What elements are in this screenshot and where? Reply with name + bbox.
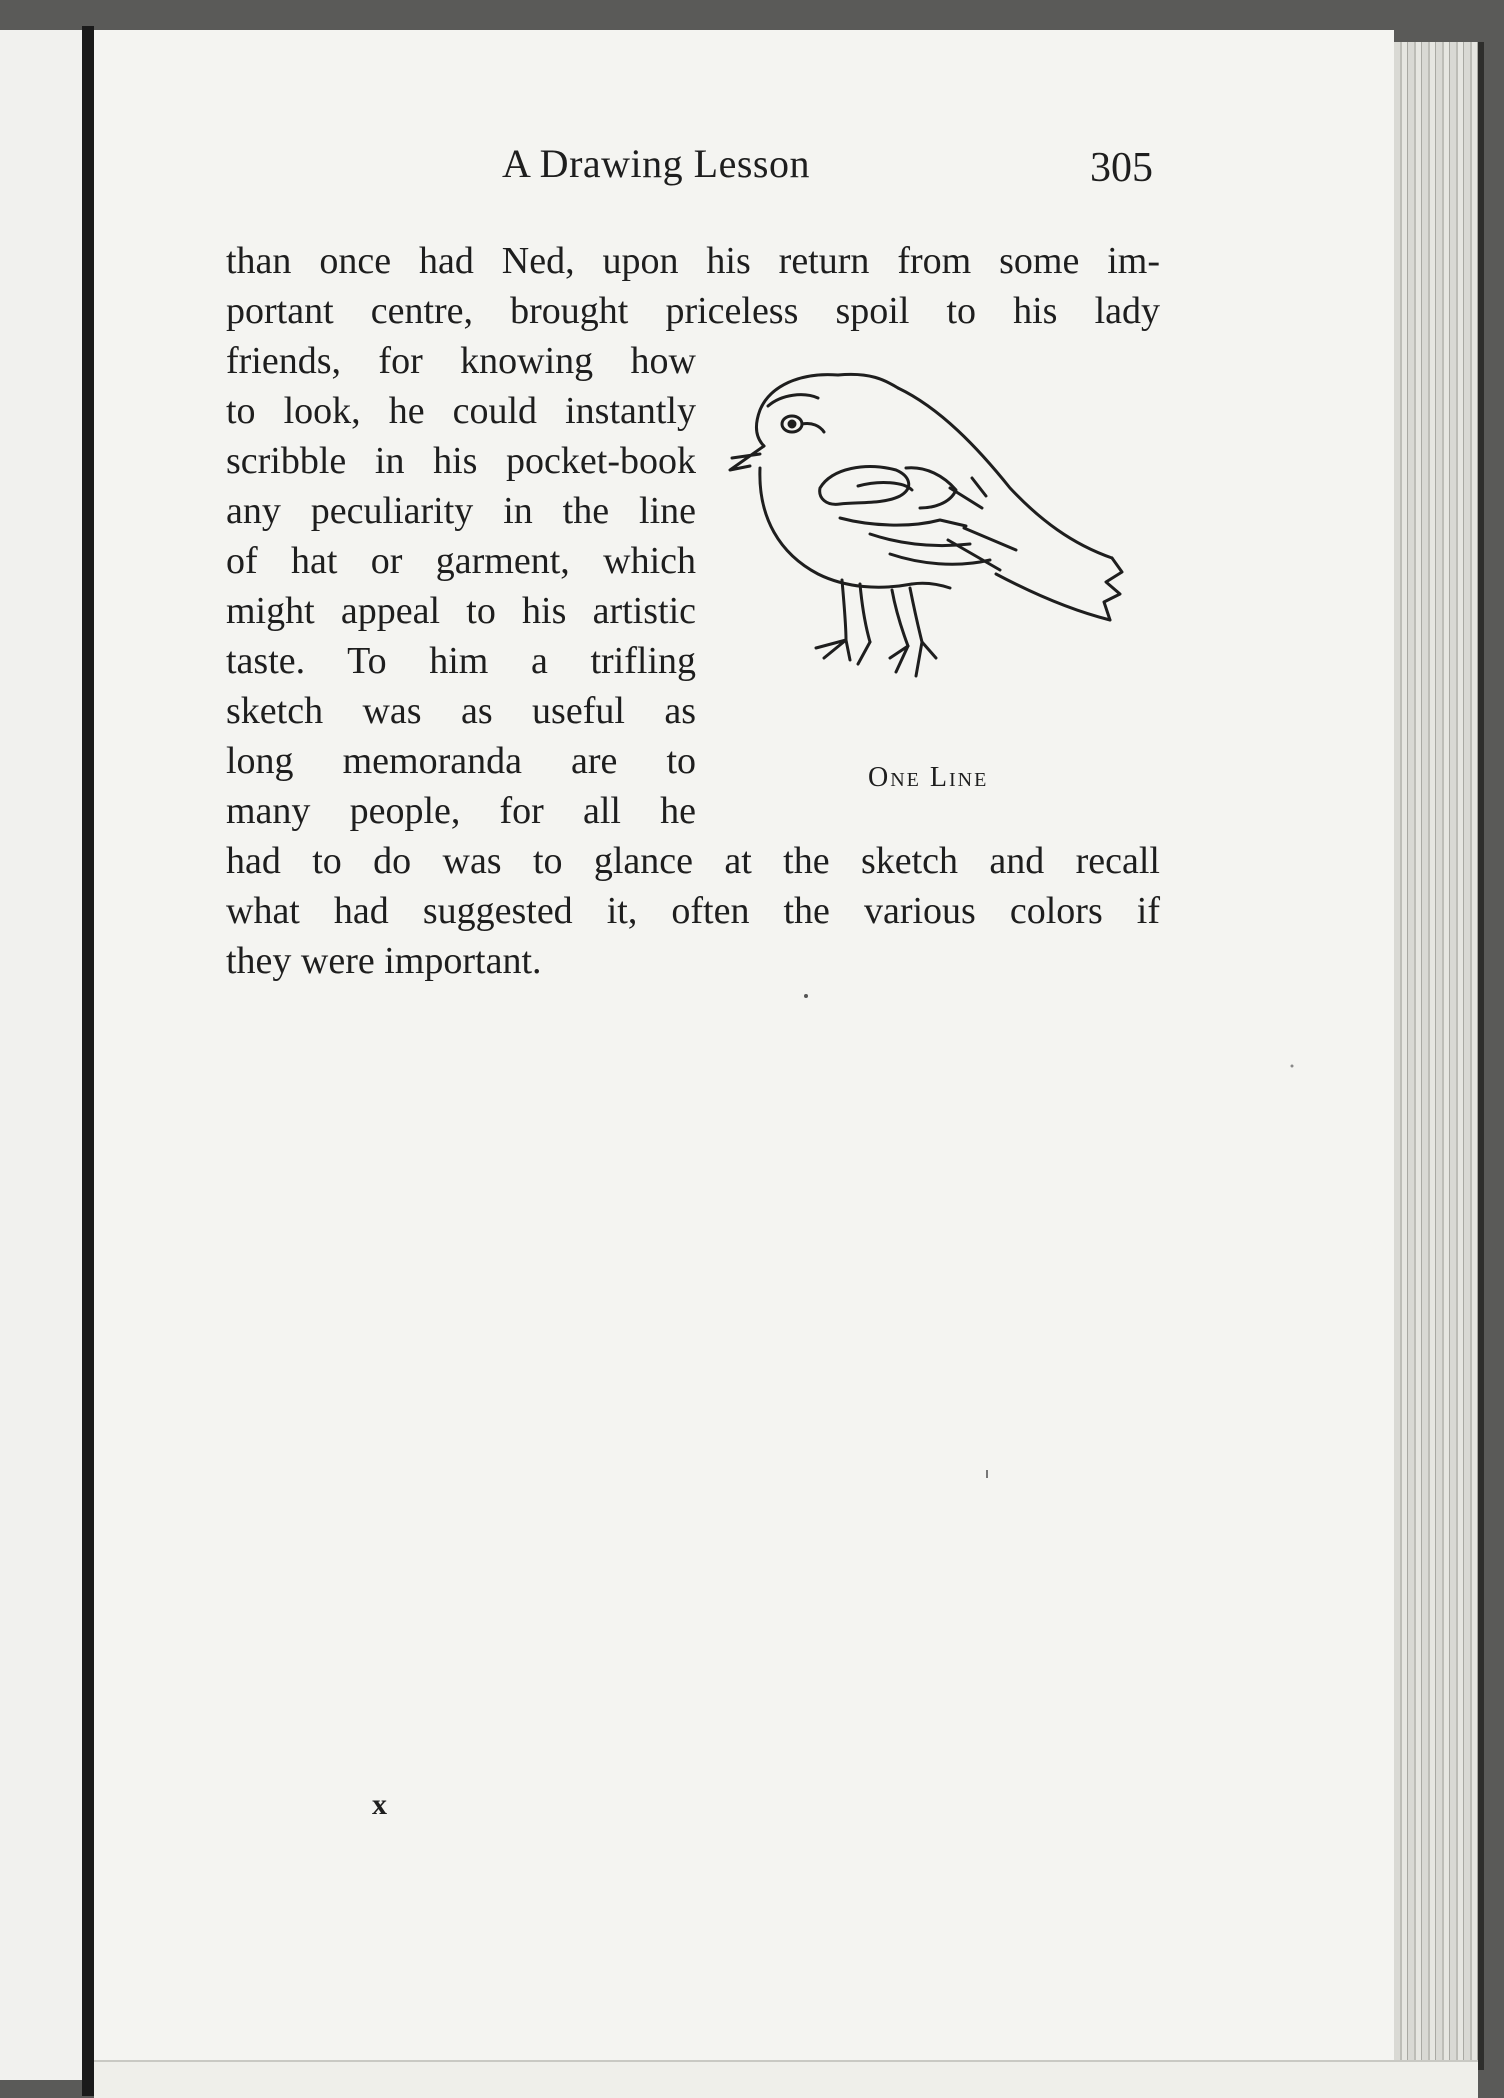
text-line: of hat or garment, which [226, 540, 696, 582]
text-line: portant centre, brought priceless spoil to his lady [226, 290, 1160, 332]
text-line: had to do was to glance at the sketch and recall [226, 840, 1160, 882]
text-line: might appeal to his artistic [226, 590, 696, 632]
text-line: scribble in his pocket-book [226, 440, 696, 482]
text-line: taste. To him a trifling [226, 640, 696, 682]
signature-mark: x [372, 1788, 387, 1821]
bird-line-drawing-icon [720, 358, 1168, 748]
page-bottom-edge [94, 2060, 1478, 2098]
text-line: long memoranda are to [226, 740, 696, 782]
page-number: 305 [1090, 145, 1153, 191]
text-line: many people, for all he [226, 790, 696, 832]
text-line: they were important. [226, 940, 542, 982]
book-gutter [82, 26, 94, 2096]
text-line: to look, he could instantly [226, 390, 696, 432]
text-line: any peculiarity in the line [226, 490, 696, 532]
page-fore-edge [1394, 42, 1484, 2070]
left-page-edge [0, 30, 82, 2080]
text-line: than once had Ned, upon his return from some im- [226, 240, 1160, 282]
text-line: sketch was as useful as [226, 690, 696, 732]
running-head-title: A Drawing Lesson [502, 141, 810, 186]
illustration-caption: One Line [868, 762, 989, 793]
text-line: what had suggested it, often the various colors if [226, 890, 1160, 932]
text-line: friends, for knowing how [226, 340, 696, 382]
